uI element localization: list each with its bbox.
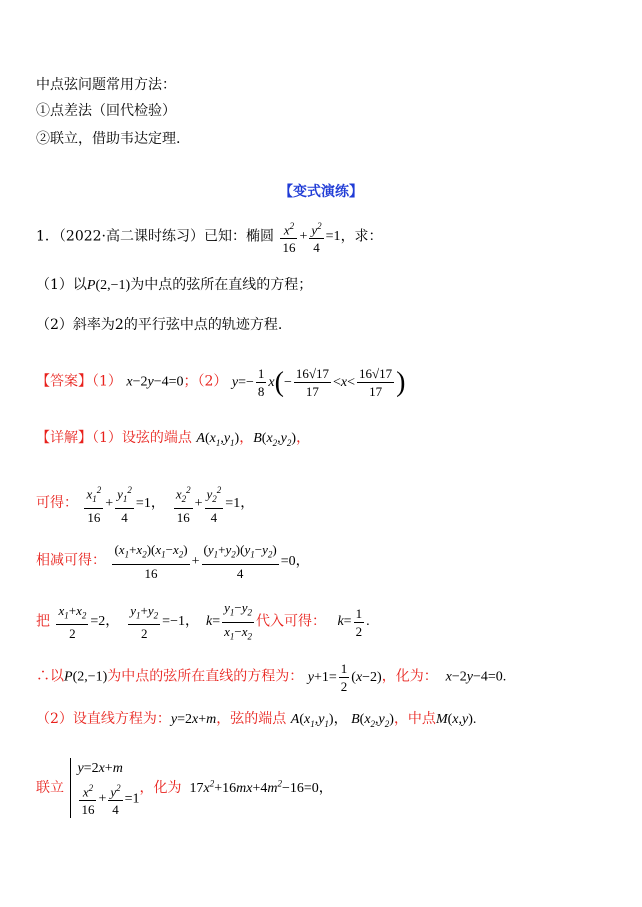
- method-two: ②联立，借助韦达定理.: [36, 131, 181, 147]
- detail-tag: 【详解】: [36, 430, 92, 446]
- question-ask: ，求：: [340, 228, 383, 245]
- detail-line-5: ∴以P(2,−1)为中点的弦所在直线的方程为： y+1= $\frac{1}{2}$ (x−2)，化为： x−2y−4=0.: [36, 661, 507, 694]
- method-title: 中点弦问题常用方法：: [36, 77, 176, 93]
- section-heading: 【变式演练】: [279, 184, 363, 200]
- question-stem: [36, 218, 383, 256]
- answer-tag: 【答案】: [36, 373, 92, 390]
- method-one: ①点差法（回代检验）: [36, 103, 176, 119]
- detail-line-3: 相减可得： $\frac{(x_1+x_2)(x_1-x_2)}{16}$ + $\frac{(y_1+y_2)(y_1-y_2)}{4}$ =0，: [36, 542, 310, 581]
- detail-line-4: 把 $\frac{x_1+x_2}{2}$ =2， $\frac{y_1+y_2}{2}$ =−1， k= $\frac{y_1-y_2}{x_1-x_2}$ 代入可得： k= $\frac{1}{2}$ .: [36, 600, 370, 642]
- detail-line-7: 联立 y=2x+m $\frac{x^2}{16}$ + $\frac{y^2}{4}$ =1 ，化为 $17x^2+16mx+4m^2-16=0$，: [36, 758, 333, 818]
- question-number: 1．: [36, 228, 59, 245]
- point-P: P(2,−1): [86, 278, 131, 293]
- ellipse-equation: $\frac{x^2}{16}$ + $\frac{y^2}{4}$ =1: [278, 229, 340, 244]
- detail-line-2: 可得： $\frac{x_1^2}{16}$ + $\frac{y_1^2}{4}$ =1， $\frac{x_2^2}{16}$ + $\frac{y_2^2}{4}$ =1，: [36, 482, 254, 526]
- detail-line-1: 【详解】（1）设弦的端点 $A(x_1,y_1)$，$B(x_2,y_2)$，: [36, 430, 311, 448]
- equation-system: y=2x+m $\frac{x^2}{16}$ + $\frac{y^2}{4}$ =1: [70, 758, 139, 818]
- answer-2-formula: y=− $\frac{1}{8}$ x(− $\frac{16√17}{17}$ <x< $\frac{16√17}{17}$ ): [231, 366, 406, 399]
- answer-line: 【答案】（1） x−2y−4=0；（2） y=− $\frac{1}{8}$ x(− $\frac{16√17}{17}$ <x< $\frac{16√17}{17}$ ): [36, 366, 406, 399]
- question-source: （2022·高二课时练习）已知：椭圆: [58, 228, 275, 245]
- detail-line-6: （2）设直线方程为：y=2x+m，弦的端点 $A(x_1,y_1)$， $B(x_2,y_2)$，中点M(x,y).: [36, 711, 477, 729]
- answer-1-formula: x−2y−4=0: [126, 374, 184, 390]
- question-part-2: （2）斜率为2的平行弦中点的轨迹方程.: [36, 317, 283, 333]
- question-part-1: （1）以P(2,−1)为中点的弦所在直线的方程；: [36, 277, 313, 293]
